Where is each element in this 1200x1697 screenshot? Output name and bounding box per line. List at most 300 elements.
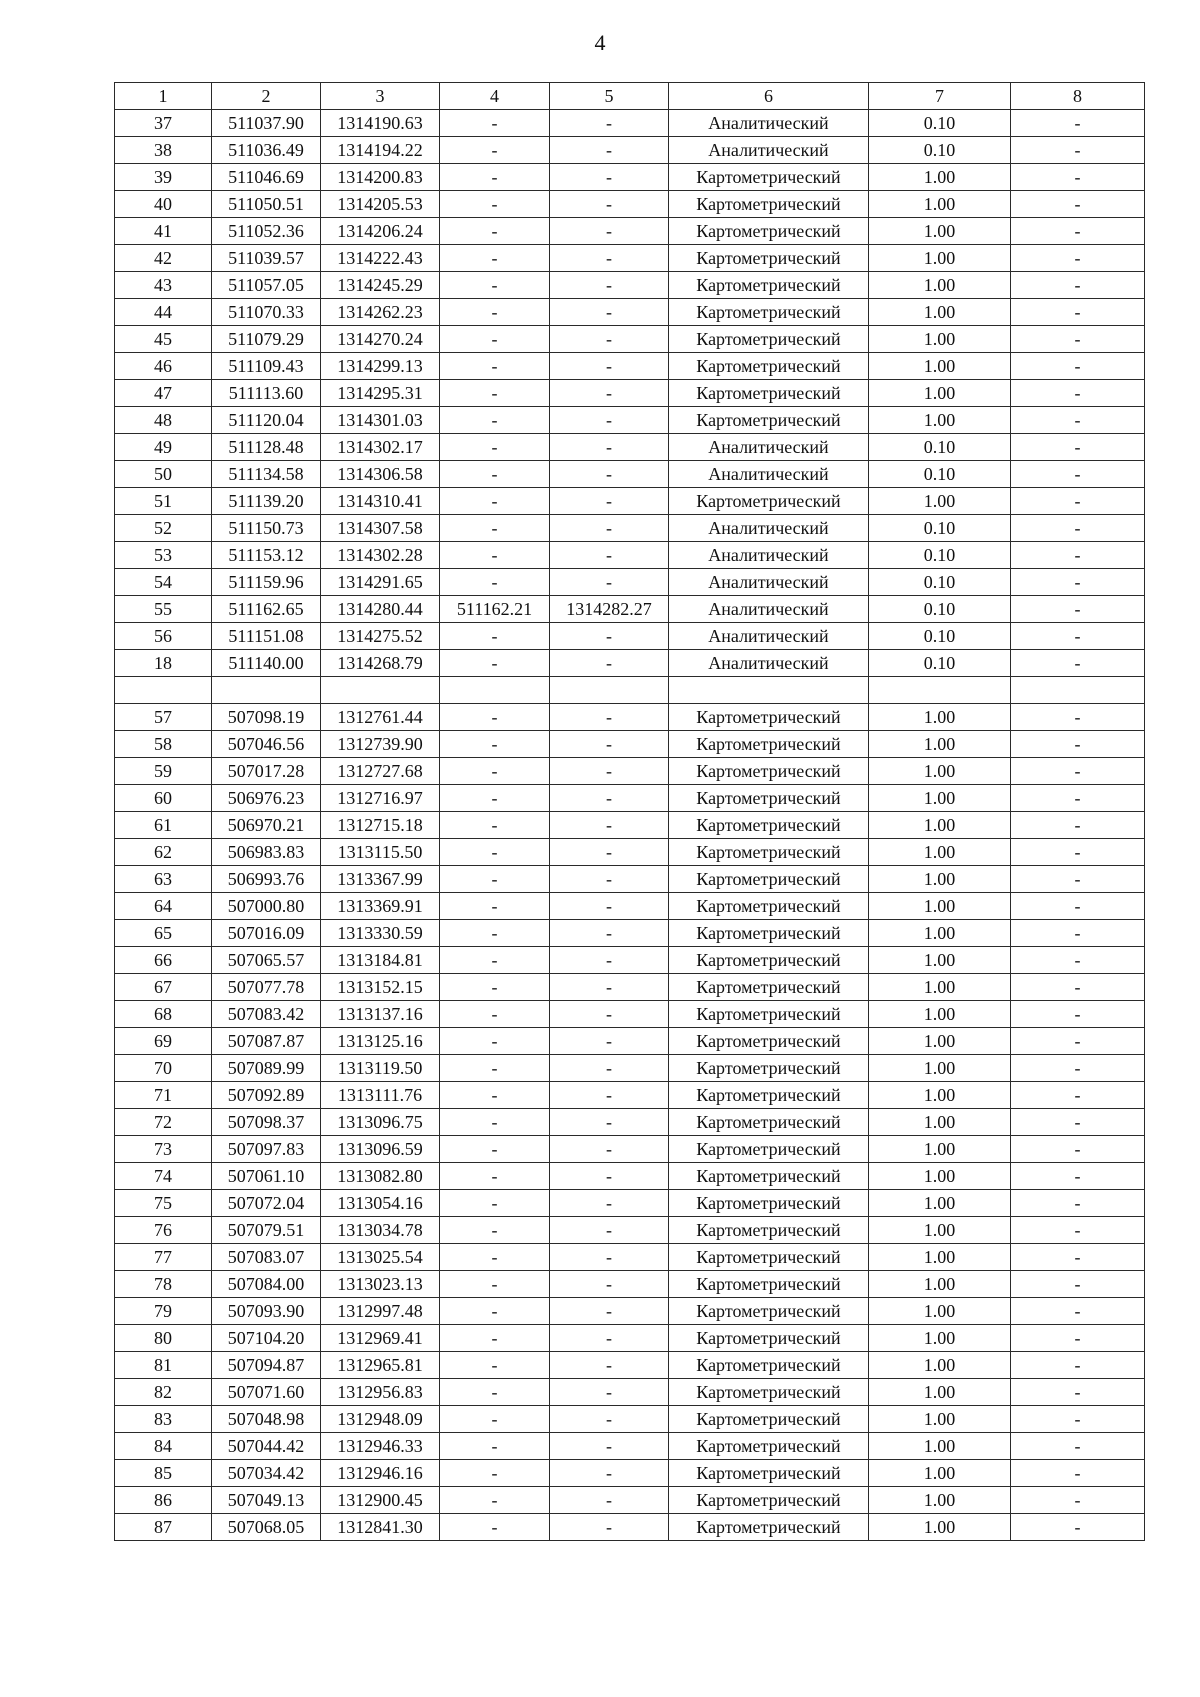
cell-y-coordinate-new: - xyxy=(550,1406,669,1433)
table-row xyxy=(115,1136,1145,1163)
cell-accuracy: 1.00 xyxy=(869,218,1011,245)
table-row xyxy=(115,1163,1145,1190)
cell-y-coordinate-new: - xyxy=(550,758,669,785)
cell-method: Картометрический xyxy=(669,947,869,974)
cell-accuracy: 1.00 xyxy=(869,866,1011,893)
cell-method: Картометрический xyxy=(669,1055,869,1082)
cell-x-coordinate-new: - xyxy=(440,299,550,326)
cell-point-number: 78 xyxy=(115,1271,212,1298)
cell-x-coordinate-new: - xyxy=(440,1271,550,1298)
cell-accuracy: 1.00 xyxy=(869,1217,1011,1244)
cell-x-coordinate: 507049.13 xyxy=(212,1487,321,1514)
cell-point-number: 87 xyxy=(115,1514,212,1541)
cell-note: - xyxy=(1011,947,1145,974)
cell-accuracy: 1.00 xyxy=(869,407,1011,434)
table-row xyxy=(115,1325,1145,1352)
table-row xyxy=(115,1460,1145,1487)
column-header: 1 xyxy=(115,83,212,110)
cell-y-coordinate-new: - xyxy=(550,920,669,947)
cell-accuracy: 1.00 xyxy=(869,164,1011,191)
cell-note: - xyxy=(1011,110,1145,137)
cell-y-coordinate-new: - xyxy=(550,1244,669,1271)
cell-accuracy: 1.00 xyxy=(869,785,1011,812)
cell-method: Картометрический xyxy=(669,1244,869,1271)
cell-y-coordinate: 1314302.28 xyxy=(321,542,440,569)
cell-y-coordinate-new: - xyxy=(550,1082,669,1109)
cell-accuracy: 1.00 xyxy=(869,1082,1011,1109)
cell-y-coordinate: 1314262.23 xyxy=(321,299,440,326)
cell-x-coordinate: 507083.07 xyxy=(212,1244,321,1271)
cell-x-coordinate: 507092.89 xyxy=(212,1082,321,1109)
cell-x-coordinate: 507104.20 xyxy=(212,1325,321,1352)
cell-accuracy: 1.00 xyxy=(869,1055,1011,1082)
cell-method: Картометрический xyxy=(669,191,869,218)
cell-note: - xyxy=(1011,272,1145,299)
cell-method: Картометрический xyxy=(669,353,869,380)
cell-accuracy: 1.00 xyxy=(869,1028,1011,1055)
cell-x-coordinate-new: - xyxy=(440,515,550,542)
cell-x-coordinate-new: - xyxy=(440,1028,550,1055)
cell-y-coordinate-new: - xyxy=(550,299,669,326)
table-row xyxy=(115,1109,1145,1136)
cell-point-number: 69 xyxy=(115,1028,212,1055)
table-row xyxy=(115,731,1145,758)
cell-x-coordinate-new: - xyxy=(440,245,550,272)
table-row xyxy=(115,866,1145,893)
cell-point-number: 57 xyxy=(115,704,212,731)
cell-accuracy: 1.00 xyxy=(869,191,1011,218)
cell-x-coordinate: 507098.37 xyxy=(212,1109,321,1136)
cell-x-coordinate: 511039.57 xyxy=(212,245,321,272)
table-row xyxy=(115,164,1145,191)
cell-y-coordinate-new: - xyxy=(550,1352,669,1379)
cell-note: - xyxy=(1011,299,1145,326)
cell-point-number: 18 xyxy=(115,650,212,677)
cell-note: - xyxy=(1011,650,1145,677)
cell-point-number: 39 xyxy=(115,164,212,191)
cell-point-number: 54 xyxy=(115,569,212,596)
cell-y-coordinate-new: - xyxy=(550,515,669,542)
cell-x-coordinate: 511079.29 xyxy=(212,326,321,353)
cell-point-number: 82 xyxy=(115,1379,212,1406)
cell-y-coordinate-new: - xyxy=(550,812,669,839)
cell-method: Картометрический xyxy=(669,218,869,245)
cell-note: - xyxy=(1011,1433,1145,1460)
cell-note: - xyxy=(1011,812,1145,839)
cell-y-coordinate-new: - xyxy=(550,353,669,380)
cell-x-coordinate-new: - xyxy=(440,218,550,245)
cell-accuracy: 1.00 xyxy=(869,488,1011,515)
cell-y-coordinate: 1312900.45 xyxy=(321,1487,440,1514)
cell-y-coordinate: 1314205.53 xyxy=(321,191,440,218)
cell-y-coordinate-new: 1314282.27 xyxy=(550,596,669,623)
cell-point-number xyxy=(115,677,212,704)
table-row xyxy=(115,1487,1145,1514)
cell-x-coordinate: 511057.05 xyxy=(212,272,321,299)
cell-method: Картометрический xyxy=(669,731,869,758)
cell-y-coordinate: 1312761.44 xyxy=(321,704,440,731)
table-row xyxy=(115,1352,1145,1379)
cell-point-number: 44 xyxy=(115,299,212,326)
cell-x-coordinate: 511050.51 xyxy=(212,191,321,218)
cell-note: - xyxy=(1011,1028,1145,1055)
cell-x-coordinate: 507046.56 xyxy=(212,731,321,758)
cell-y-coordinate-new: - xyxy=(550,326,669,353)
cell-accuracy: 1.00 xyxy=(869,1190,1011,1217)
cell-point-number: 73 xyxy=(115,1136,212,1163)
table-row xyxy=(115,380,1145,407)
cell-accuracy: 1.00 xyxy=(869,974,1011,1001)
cell-point-number: 84 xyxy=(115,1433,212,1460)
table-row xyxy=(115,839,1145,866)
cell-point-number: 52 xyxy=(115,515,212,542)
cell-point-number: 53 xyxy=(115,542,212,569)
cell-accuracy: 1.00 xyxy=(869,380,1011,407)
cell-y-coordinate-new: - xyxy=(550,1433,669,1460)
column-header: 7 xyxy=(869,83,1011,110)
cell-point-number: 71 xyxy=(115,1082,212,1109)
cell-method: Картометрический xyxy=(669,1217,869,1244)
cell-point-number: 50 xyxy=(115,461,212,488)
cell-x-coordinate: 511113.60 xyxy=(212,380,321,407)
cell-x-coordinate: 511140.00 xyxy=(212,650,321,677)
cell-y-coordinate-new: - xyxy=(550,137,669,164)
cell-method: Картометрический xyxy=(669,866,869,893)
cell-x-coordinate-new: - xyxy=(440,1514,550,1541)
cell-x-coordinate: 511109.43 xyxy=(212,353,321,380)
cell-accuracy: 0.10 xyxy=(869,650,1011,677)
column-header: 4 xyxy=(440,83,550,110)
table-row xyxy=(115,299,1145,326)
cell-point-number: 67 xyxy=(115,974,212,1001)
cell-accuracy: 0.10 xyxy=(869,515,1011,542)
cell-y-coordinate: 1314190.63 xyxy=(321,110,440,137)
cell-accuracy: 1.00 xyxy=(869,353,1011,380)
cell-note: - xyxy=(1011,1109,1145,1136)
cell-y-coordinate xyxy=(321,677,440,704)
table-row xyxy=(115,407,1145,434)
cell-x-coordinate-new: - xyxy=(440,164,550,191)
cell-note: - xyxy=(1011,542,1145,569)
cell-point-number: 59 xyxy=(115,758,212,785)
cell-x-coordinate: 507017.28 xyxy=(212,758,321,785)
cell-y-coordinate-new: - xyxy=(550,974,669,1001)
cell-note: - xyxy=(1011,974,1145,1001)
cell-method: Картометрический xyxy=(669,164,869,191)
cell-y-coordinate: 1314245.29 xyxy=(321,272,440,299)
cell-x-coordinate: 507072.04 xyxy=(212,1190,321,1217)
table-row xyxy=(115,191,1145,218)
cell-y-coordinate: 1314291.65 xyxy=(321,569,440,596)
cell-y-coordinate-new: - xyxy=(550,785,669,812)
cell-accuracy: 1.00 xyxy=(869,704,1011,731)
table-row xyxy=(115,920,1145,947)
cell-point-number: 85 xyxy=(115,1460,212,1487)
cell-accuracy: 1.00 xyxy=(869,1352,1011,1379)
cell-x-coordinate-new: - xyxy=(440,1487,550,1514)
cell-note: - xyxy=(1011,866,1145,893)
cell-method: Картометрический xyxy=(669,974,869,1001)
table-separator-row xyxy=(115,677,1145,704)
table-row xyxy=(115,1514,1145,1541)
cell-y-coordinate: 1314301.03 xyxy=(321,407,440,434)
cell-y-coordinate: 1313023.13 xyxy=(321,1271,440,1298)
cell-x-coordinate-new: - xyxy=(440,1001,550,1028)
cell-accuracy: 1.00 xyxy=(869,1109,1011,1136)
cell-note: - xyxy=(1011,434,1145,461)
cell-note: - xyxy=(1011,326,1145,353)
cell-y-coordinate-new: - xyxy=(550,1514,669,1541)
cell-method: Картометрический xyxy=(669,380,869,407)
cell-x-coordinate-new: - xyxy=(440,1298,550,1325)
cell-method: Картометрический xyxy=(669,1352,869,1379)
table-row xyxy=(115,1379,1145,1406)
cell-note: - xyxy=(1011,515,1145,542)
table-row xyxy=(115,650,1145,677)
table-row xyxy=(115,812,1145,839)
cell-y-coordinate: 1314295.31 xyxy=(321,380,440,407)
cell-x-coordinate: 511120.04 xyxy=(212,407,321,434)
cell-note: - xyxy=(1011,704,1145,731)
cell-note: - xyxy=(1011,1190,1145,1217)
cell-y-coordinate: 1314200.83 xyxy=(321,164,440,191)
cell-note: - xyxy=(1011,245,1145,272)
cell-y-coordinate: 1312946.16 xyxy=(321,1460,440,1487)
cell-accuracy: 1.00 xyxy=(869,1244,1011,1271)
cell-x-coordinate-new: - xyxy=(440,542,550,569)
cell-method: Аналитический xyxy=(669,542,869,569)
cell-y-coordinate: 1312946.33 xyxy=(321,1433,440,1460)
cell-y-coordinate-new: - xyxy=(550,1298,669,1325)
cell-method: Картометрический xyxy=(669,1433,869,1460)
table-row xyxy=(115,785,1145,812)
coordinates-table xyxy=(114,82,1145,1541)
cell-accuracy: 0.10 xyxy=(869,623,1011,650)
cell-x-coordinate: 507098.19 xyxy=(212,704,321,731)
cell-point-number: 75 xyxy=(115,1190,212,1217)
cell-x-coordinate: 507071.60 xyxy=(212,1379,321,1406)
cell-method: Картометрический xyxy=(669,488,869,515)
cell-y-coordinate: 1313152.15 xyxy=(321,974,440,1001)
cell-method: Картометрический xyxy=(669,326,869,353)
cell-accuracy: 1.00 xyxy=(869,839,1011,866)
cell-point-number: 76 xyxy=(115,1217,212,1244)
cell-note: - xyxy=(1011,164,1145,191)
cell-note: - xyxy=(1011,1136,1145,1163)
cell-x-coordinate: 511159.96 xyxy=(212,569,321,596)
cell-x-coordinate: 507048.98 xyxy=(212,1406,321,1433)
cell-x-coordinate-new: - xyxy=(440,434,550,461)
cell-point-number: 83 xyxy=(115,1406,212,1433)
cell-point-number: 56 xyxy=(115,623,212,650)
cell-point-number: 65 xyxy=(115,920,212,947)
cell-accuracy: 0.10 xyxy=(869,137,1011,164)
cell-x-coordinate-new: - xyxy=(440,1325,550,1352)
cell-x-coordinate-new: - xyxy=(440,1352,550,1379)
cell-x-coordinate: 511151.08 xyxy=(212,623,321,650)
cell-y-coordinate-new: - xyxy=(550,1028,669,1055)
cell-point-number: 79 xyxy=(115,1298,212,1325)
cell-y-coordinate: 1312956.83 xyxy=(321,1379,440,1406)
cell-note: - xyxy=(1011,839,1145,866)
cell-method: Аналитический xyxy=(669,461,869,488)
cell-y-coordinate: 1313137.16 xyxy=(321,1001,440,1028)
cell-note: - xyxy=(1011,596,1145,623)
cell-x-coordinate: 507079.51 xyxy=(212,1217,321,1244)
cell-y-coordinate: 1313096.75 xyxy=(321,1109,440,1136)
cell-note: - xyxy=(1011,380,1145,407)
cell-y-coordinate: 1313369.91 xyxy=(321,893,440,920)
cell-y-coordinate-new: - xyxy=(550,245,669,272)
table-row xyxy=(115,326,1145,353)
column-header: 3 xyxy=(321,83,440,110)
cell-x-coordinate: 511052.36 xyxy=(212,218,321,245)
cell-x-coordinate-new: - xyxy=(440,1082,550,1109)
cell-y-coordinate-new xyxy=(550,677,669,704)
cell-method: Картометрический xyxy=(669,1298,869,1325)
cell-y-coordinate-new: - xyxy=(550,731,669,758)
cell-x-coordinate: 507068.05 xyxy=(212,1514,321,1541)
cell-note: - xyxy=(1011,785,1145,812)
cell-x-coordinate: 511070.33 xyxy=(212,299,321,326)
cell-point-number: 66 xyxy=(115,947,212,974)
cell-x-coordinate: 507077.78 xyxy=(212,974,321,1001)
cell-accuracy: 1.00 xyxy=(869,1298,1011,1325)
cell-y-coordinate-new: - xyxy=(550,191,669,218)
cell-y-coordinate: 1314302.17 xyxy=(321,434,440,461)
cell-y-coordinate: 1313125.16 xyxy=(321,1028,440,1055)
cell-accuracy: 0.10 xyxy=(869,110,1011,137)
table-row xyxy=(115,1244,1145,1271)
cell-y-coordinate-new: - xyxy=(550,407,669,434)
cell-y-coordinate-new: - xyxy=(550,1217,669,1244)
table-row xyxy=(115,1271,1145,1298)
cell-y-coordinate: 1313111.76 xyxy=(321,1082,440,1109)
cell-note: - xyxy=(1011,920,1145,947)
table-row xyxy=(115,488,1145,515)
cell-point-number: 86 xyxy=(115,1487,212,1514)
cell-point-number: 64 xyxy=(115,893,212,920)
cell-x-coordinate-new: - xyxy=(440,812,550,839)
cell-point-number: 46 xyxy=(115,353,212,380)
cell-note: - xyxy=(1011,1244,1145,1271)
cell-x-coordinate-new: - xyxy=(440,1379,550,1406)
cell-y-coordinate-new: - xyxy=(550,164,669,191)
cell-method: Картометрический xyxy=(669,1109,869,1136)
table-row xyxy=(115,1055,1145,1082)
table-row xyxy=(115,704,1145,731)
cell-method: Картометрический xyxy=(669,1460,869,1487)
cell-method: Аналитический xyxy=(669,110,869,137)
table-row xyxy=(115,569,1145,596)
table-row xyxy=(115,1217,1145,1244)
cell-accuracy: 1.00 xyxy=(869,326,1011,353)
cell-y-coordinate-new: - xyxy=(550,947,669,974)
cell-note: - xyxy=(1011,1352,1145,1379)
cell-y-coordinate: 1313082.80 xyxy=(321,1163,440,1190)
table-row xyxy=(115,515,1145,542)
cell-x-coordinate: 506976.23 xyxy=(212,785,321,812)
cell-x-coordinate: 506993.76 xyxy=(212,866,321,893)
cell-y-coordinate: 1314307.58 xyxy=(321,515,440,542)
column-header: 8 xyxy=(1011,83,1145,110)
cell-accuracy: 1.00 xyxy=(869,299,1011,326)
table-row xyxy=(115,245,1145,272)
cell-point-number: 68 xyxy=(115,1001,212,1028)
cell-method: Картометрический xyxy=(669,1136,869,1163)
cell-x-coordinate: 507034.42 xyxy=(212,1460,321,1487)
cell-x-coordinate-new xyxy=(440,677,550,704)
cell-y-coordinate: 1314222.43 xyxy=(321,245,440,272)
cell-x-coordinate-new: - xyxy=(440,1460,550,1487)
cell-x-coordinate-new: - xyxy=(440,272,550,299)
cell-x-coordinate: 511162.65 xyxy=(212,596,321,623)
cell-x-coordinate-new: - xyxy=(440,731,550,758)
cell-accuracy: 1.00 xyxy=(869,947,1011,974)
cell-y-coordinate: 1312727.68 xyxy=(321,758,440,785)
cell-y-coordinate: 1313096.59 xyxy=(321,1136,440,1163)
cell-y-coordinate: 1312716.97 xyxy=(321,785,440,812)
cell-y-coordinate-new: - xyxy=(550,434,669,461)
table-row xyxy=(115,542,1145,569)
cell-point-number: 70 xyxy=(115,1055,212,1082)
cell-method: Аналитический xyxy=(669,434,869,461)
cell-note: - xyxy=(1011,1082,1145,1109)
cell-point-number: 38 xyxy=(115,137,212,164)
cell-y-coordinate-new: - xyxy=(550,488,669,515)
cell-x-coordinate-new: - xyxy=(440,623,550,650)
cell-accuracy: 1.00 xyxy=(869,1406,1011,1433)
cell-y-coordinate-new: - xyxy=(550,569,669,596)
cell-point-number: 80 xyxy=(115,1325,212,1352)
cell-y-coordinate-new: - xyxy=(550,1163,669,1190)
cell-point-number: 51 xyxy=(115,488,212,515)
table-row xyxy=(115,1028,1145,1055)
table-row xyxy=(115,110,1145,137)
cell-note: - xyxy=(1011,353,1145,380)
cell-accuracy: 1.00 xyxy=(869,1487,1011,1514)
cell-method: Картометрический xyxy=(669,785,869,812)
cell-x-coordinate-new: - xyxy=(440,1433,550,1460)
table-row xyxy=(115,1001,1145,1028)
cell-y-coordinate-new: - xyxy=(550,1379,669,1406)
cell-point-number: 45 xyxy=(115,326,212,353)
cell-x-coordinate-new: - xyxy=(440,920,550,947)
cell-y-coordinate: 1313330.59 xyxy=(321,920,440,947)
cell-y-coordinate-new: - xyxy=(550,650,669,677)
cell-note: - xyxy=(1011,488,1145,515)
cell-y-coordinate-new: - xyxy=(550,1001,669,1028)
cell-y-coordinate: 1314206.24 xyxy=(321,218,440,245)
cell-note: - xyxy=(1011,1217,1145,1244)
cell-x-coordinate: 507084.00 xyxy=(212,1271,321,1298)
cell-method: Картометрический xyxy=(669,920,869,947)
cell-y-coordinate: 1314310.41 xyxy=(321,488,440,515)
table-row xyxy=(115,353,1145,380)
table-row xyxy=(115,974,1145,1001)
cell-y-coordinate: 1312841.30 xyxy=(321,1514,440,1541)
table-header-row xyxy=(115,83,1145,110)
cell-accuracy: 1.00 xyxy=(869,272,1011,299)
cell-y-coordinate: 1312739.90 xyxy=(321,731,440,758)
column-header: 2 xyxy=(212,83,321,110)
cell-y-coordinate: 1314270.24 xyxy=(321,326,440,353)
cell-method: Картометрический xyxy=(669,839,869,866)
cell-point-number: 72 xyxy=(115,1109,212,1136)
cell-point-number: 60 xyxy=(115,785,212,812)
cell-point-number: 58 xyxy=(115,731,212,758)
cell-y-coordinate: 1313054.16 xyxy=(321,1190,440,1217)
